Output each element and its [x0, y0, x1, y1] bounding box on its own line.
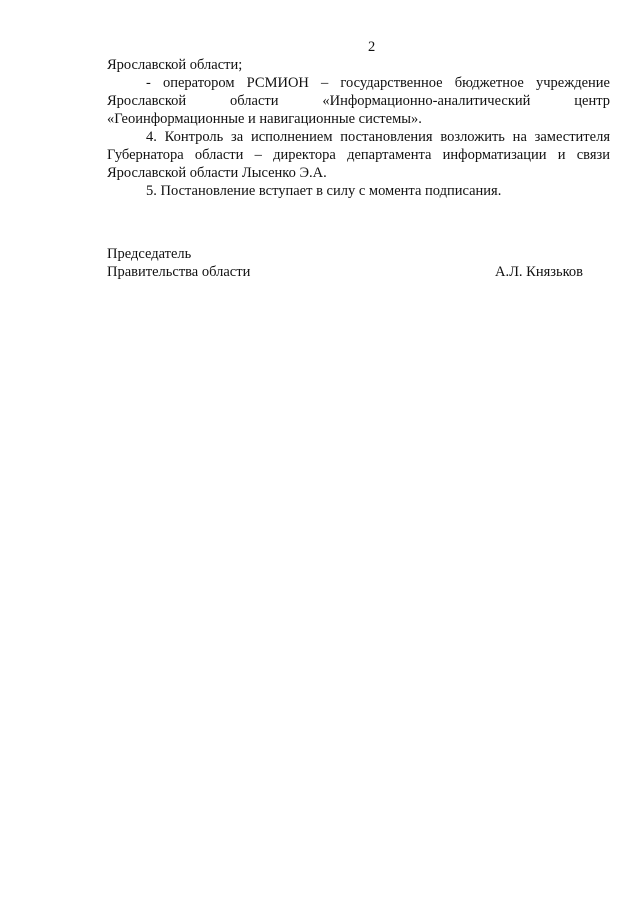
signature-title-line-1: Председатель — [107, 246, 192, 262]
text-line-4: «Геоинформационные и навигационные системы». — [107, 111, 422, 127]
page-number: 2 — [368, 39, 376, 55]
signature-title-line-2: Правительства области — [107, 264, 251, 280]
text-line-1: Ярославской области; — [107, 57, 243, 73]
text-line-8: 5. Постановление вступает в силу с момента подписания. — [146, 183, 502, 199]
text-line-7: Ярославской области Лысенко Э.А. — [107, 165, 327, 181]
text-line-6: Губернатора области – директора департамента информатизации и связи — [107, 147, 610, 163]
text-line-2: - оператором РСМИОН – государственное бюджетное учреждение — [146, 75, 610, 91]
text-line-3: Ярославской области «Информационно-аналитический центр — [107, 93, 610, 109]
signature-name: А.Л. Князьков — [495, 264, 584, 280]
text-line-5: 4. Контроль за исполнением постановления возложить на заместителя — [146, 129, 610, 145]
